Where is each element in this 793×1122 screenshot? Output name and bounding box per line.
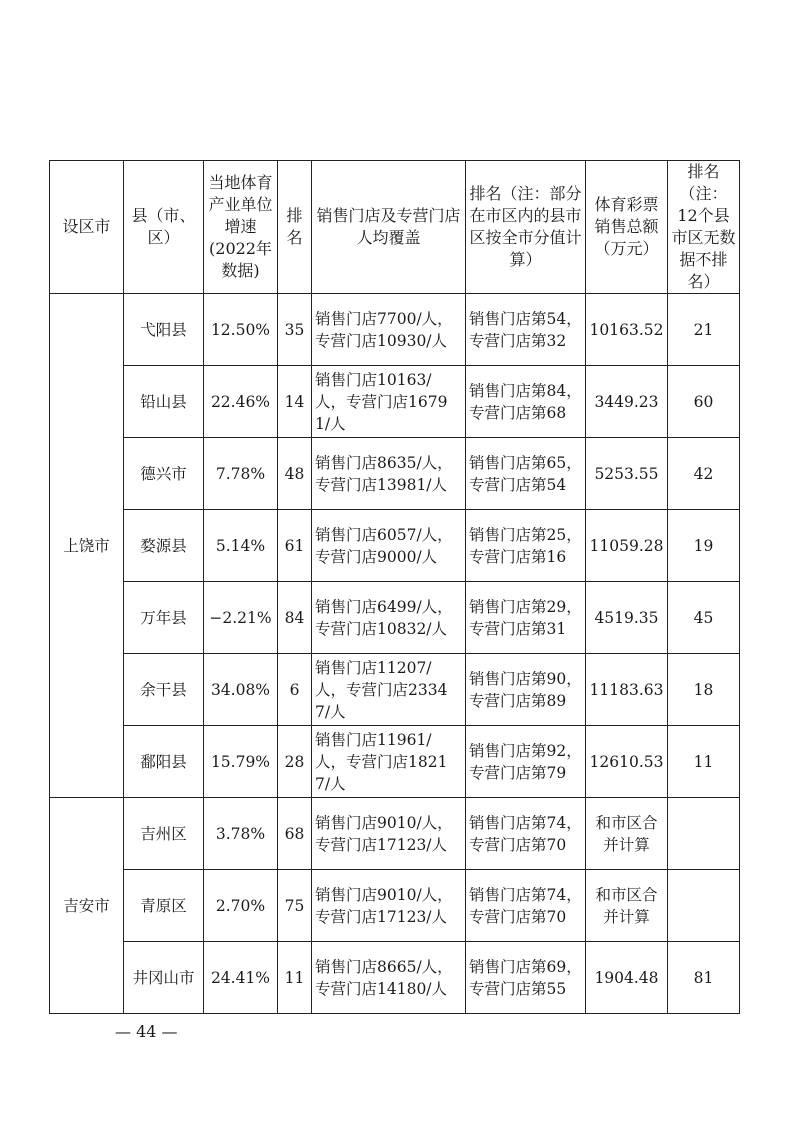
growth-cell: 34.08%: [204, 654, 278, 726]
sales-rank-cell: 19: [668, 510, 740, 582]
growth-cell: 24.41%: [204, 942, 278, 1014]
coverage-cell: 销售门店10163/人，专营门店16791/人: [312, 366, 466, 438]
county-cell: 井冈山市: [124, 942, 204, 1014]
coverage-cell: 销售门店8635/人，专营门店13981/人: [312, 438, 466, 510]
header-cell: 体育彩票销售总额（万元）: [586, 161, 668, 294]
coverage-cell: 销售门店9010/人，专营门店17123/人: [312, 870, 466, 942]
county-cell: 弋阳县: [124, 294, 204, 366]
growth-rank-cell: 6: [278, 654, 312, 726]
header-cell: 排名（注：部分在市区内的县市区按全市分值计算）: [466, 161, 586, 294]
coverage-rank-cell: 销售门店第92，专营门店第79: [466, 726, 586, 798]
coverage-cell: 销售门店6057/人，专营门店9000/人: [312, 510, 466, 582]
lottery-sales-cell: 10163.52: [586, 294, 668, 366]
table-row: [50, 294, 740, 366]
header-cell: 当地体育产业单位增速(2022年数据): [204, 161, 278, 294]
coverage-rank-cell: 销售门店第90，专营门店第89: [466, 654, 586, 726]
sales-rank-cell: 21: [668, 294, 740, 366]
coverage-cell: 销售门店8665/人，专营门店14180/人: [312, 942, 466, 1014]
lottery-sales-cell: 12610.53: [586, 726, 668, 798]
growth-cell: −2.21%: [204, 582, 278, 654]
lottery-sales-cell: 11059.28: [586, 510, 668, 582]
county-cell: 德兴市: [124, 438, 204, 510]
header-cell: 排名: [278, 161, 312, 294]
growth-rank-cell: 68: [278, 798, 312, 870]
lottery-sales-cell: 3449.23: [586, 366, 668, 438]
table-row: [50, 654, 740, 726]
data-table: [49, 160, 740, 1014]
county-cell: 铅山县: [124, 366, 204, 438]
sales-rank-cell: 81: [668, 942, 740, 1014]
table-row: [50, 870, 740, 942]
city-cell: 上饶市: [50, 294, 124, 798]
lottery-sales-cell: 和市区合并计算: [586, 870, 668, 942]
header-cell: 排名（注：12个县市区无数据不排名）: [668, 161, 740, 294]
growth-cell: 7.78%: [204, 438, 278, 510]
growth-rank-cell: 48: [278, 438, 312, 510]
coverage-rank-cell: 销售门店第74，专营门店第70: [466, 798, 586, 870]
county-cell: 婺源县: [124, 510, 204, 582]
lottery-sales-cell: 11183.63: [586, 654, 668, 726]
growth-rank-cell: 14: [278, 366, 312, 438]
coverage-rank-cell: 销售门店第69，专营门店第55: [466, 942, 586, 1014]
sales-rank-cell: 18: [668, 654, 740, 726]
growth-cell: 15.79%: [204, 726, 278, 798]
table-row: [50, 942, 740, 1014]
coverage-cell: 销售门店7700/人，专营门店10930/人: [312, 294, 466, 366]
sales-rank-cell: 45: [668, 582, 740, 654]
coverage-rank-cell: 销售门店第29，专营门店第31: [466, 582, 586, 654]
header-cell: 设区市: [50, 161, 124, 294]
table-row: [50, 582, 740, 654]
coverage-cell: 销售门店6499/人，专营门店10832/人: [312, 582, 466, 654]
growth-cell: 2.70%: [204, 870, 278, 942]
coverage-rank-cell: 销售门店第25，专营门店第16: [466, 510, 586, 582]
coverage-rank-cell: 销售门店第54，专营门店第32: [466, 294, 586, 366]
lottery-sales-cell: 1904.48: [586, 942, 668, 1014]
county-cell: 青原区: [124, 870, 204, 942]
sales-rank-cell: [668, 798, 740, 870]
growth-rank-cell: 61: [278, 510, 312, 582]
county-cell: 吉州区: [124, 798, 204, 870]
lottery-sales-cell: 4519.35: [586, 582, 668, 654]
page-number: — 44 —: [115, 1022, 178, 1041]
growth-cell: 3.78%: [204, 798, 278, 870]
county-cell: 余干县: [124, 654, 204, 726]
table-row: [50, 726, 740, 798]
growth-rank-cell: 75: [278, 870, 312, 942]
county-cell: 鄱阳县: [124, 726, 204, 798]
coverage-cell: 销售门店11207/人，专营门店23347/人: [312, 654, 466, 726]
growth-rank-cell: 35: [278, 294, 312, 366]
sales-rank-cell: 60: [668, 366, 740, 438]
growth-rank-cell: 84: [278, 582, 312, 654]
county-cell: 万年县: [124, 582, 204, 654]
growth-rank-cell: 11: [278, 942, 312, 1014]
coverage-cell: 销售门店9010/人，专营门店17123/人: [312, 798, 466, 870]
sales-rank-cell: 11: [668, 726, 740, 798]
table-row: [50, 510, 740, 582]
lottery-sales-cell: 和市区合并计算: [586, 798, 668, 870]
header-cell: 销售门店及专营门店人均覆盖: [312, 161, 466, 294]
table-row: [50, 438, 740, 510]
city-cell: 吉安市: [50, 798, 124, 1014]
coverage-rank-cell: 销售门店第84，专营门店第68: [466, 366, 586, 438]
coverage-rank-cell: 销售门店第74，专营门店第70: [466, 870, 586, 942]
growth-cell: 12.50%: [204, 294, 278, 366]
growth-cell: 5.14%: [204, 510, 278, 582]
growth-rank-cell: 28: [278, 726, 312, 798]
sales-rank-cell: 42: [668, 438, 740, 510]
table-row: [50, 798, 740, 870]
lottery-sales-cell: 5253.55: [586, 438, 668, 510]
growth-cell: 22.46%: [204, 366, 278, 438]
coverage-cell: 销售门店11961/人，专营门店18217/人: [312, 726, 466, 798]
sales-rank-cell: [668, 870, 740, 942]
header-cell: 县（市、区）: [124, 161, 204, 294]
table-row: [50, 366, 740, 438]
coverage-rank-cell: 销售门店第65，专营门店第54: [466, 438, 586, 510]
header-row: [50, 161, 740, 294]
